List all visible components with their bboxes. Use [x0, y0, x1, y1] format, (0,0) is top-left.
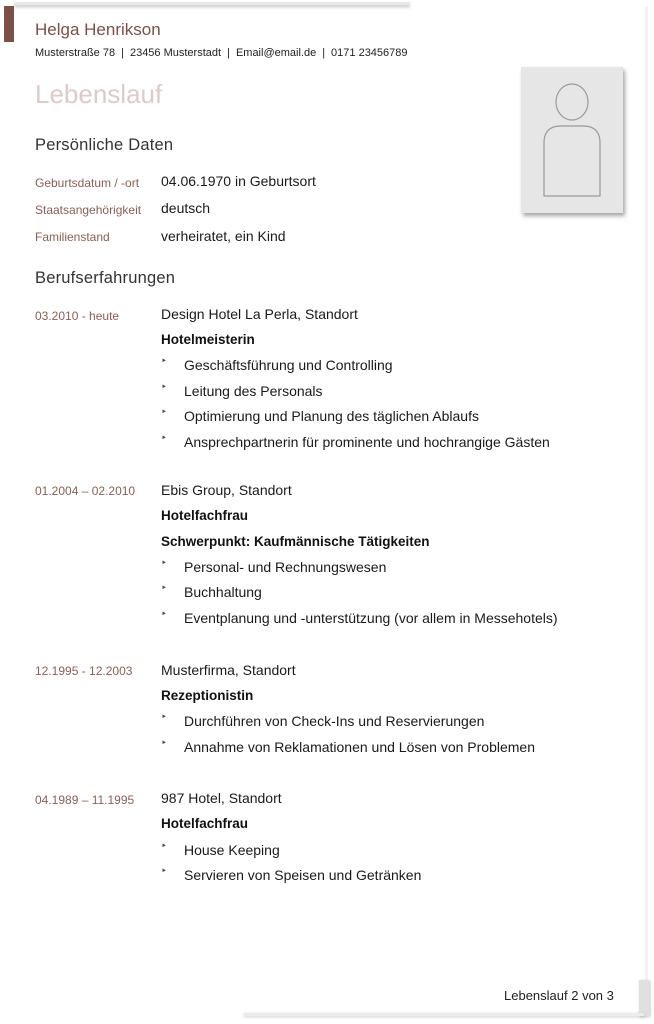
bullet-icon: ‣ [161, 433, 167, 444]
bullet-icon: ‣ [161, 712, 167, 723]
contact-street: Musterstraße 78 [35, 47, 116, 59]
job-company: Design Hotel La Perla, Standort [161, 306, 358, 322]
job-role: Hotelfachfrau [161, 816, 249, 831]
bullet-icon: ‣ [161, 356, 167, 367]
job-role: Hotelfachfrau [161, 508, 249, 523]
contact-separator: | [227, 47, 230, 59]
right-decor-line [645, 6, 648, 991]
job-date: 04.1989 – 11.1995 [35, 793, 135, 807]
document-title: Lebenslauf [35, 79, 163, 109]
bullet-icon: ‣ [161, 407, 167, 418]
value-birth: 04.06.1970 in Geburtsort [161, 173, 316, 189]
contact-separator: | [322, 47, 326, 59]
job-date: 12.1995 - 12.2003 [35, 664, 133, 678]
job-focus: Schwerpunkt: Kaufmännische Tätigkeiten [161, 534, 430, 549]
contact-separator: | [121, 47, 124, 59]
contact-email: Email@email.de [235, 47, 317, 59]
job-role: Rezeptionistin [161, 688, 254, 703]
bullet-icon: ‣ [161, 738, 167, 749]
footer-tab [639, 980, 649, 1016]
applicant-name: Helga Henrikson [35, 20, 161, 39]
contact-phone: 0171 23456789 [331, 47, 408, 59]
bullet-icon: ‣ [161, 583, 167, 594]
job-role: Hotelmeisterin [161, 332, 255, 347]
bottom-decor-line [244, 1013, 644, 1016]
job-company: 987 Hotel, Standort [161, 790, 282, 806]
value-family: verheiratet, ein Kind [161, 228, 286, 244]
bullet-icon: ‣ [161, 866, 167, 877]
contact-city: 23456 Musterstadt [129, 47, 222, 59]
accent-bar [4, 6, 14, 42]
section-heading-personal: Persönliche Daten [35, 136, 174, 154]
bullet-icon: ‣ [161, 382, 167, 393]
label-birth: Geburtsdatum / -ort [35, 176, 140, 190]
section-heading-experience: Berufserfahrungen [35, 269, 176, 287]
person-silhouette-icon [521, 67, 623, 213]
bullet-icon: ‣ [161, 841, 167, 852]
value-nationality: deutsch [161, 200, 211, 216]
job-company: Musterfirma, Standort [161, 662, 296, 678]
job-date: 01.2004 – 02.2010 [35, 484, 136, 498]
bullet-icon: ‣ [161, 609, 167, 620]
page-number: Lebenslauf 2 von 3 [504, 988, 614, 1003]
bullet-icon: ‣ [161, 558, 167, 569]
photo-placeholder [521, 67, 623, 213]
job-date: 03.2010 - heute [35, 309, 120, 323]
job-company: Ebis Group, Standort [161, 482, 292, 498]
label-family: Familienstand [35, 230, 110, 244]
contact-line [35, 47, 408, 59]
label-nationality: Staatsangehörigkeit [35, 203, 142, 217]
top-decor-line [14, 2, 410, 5]
